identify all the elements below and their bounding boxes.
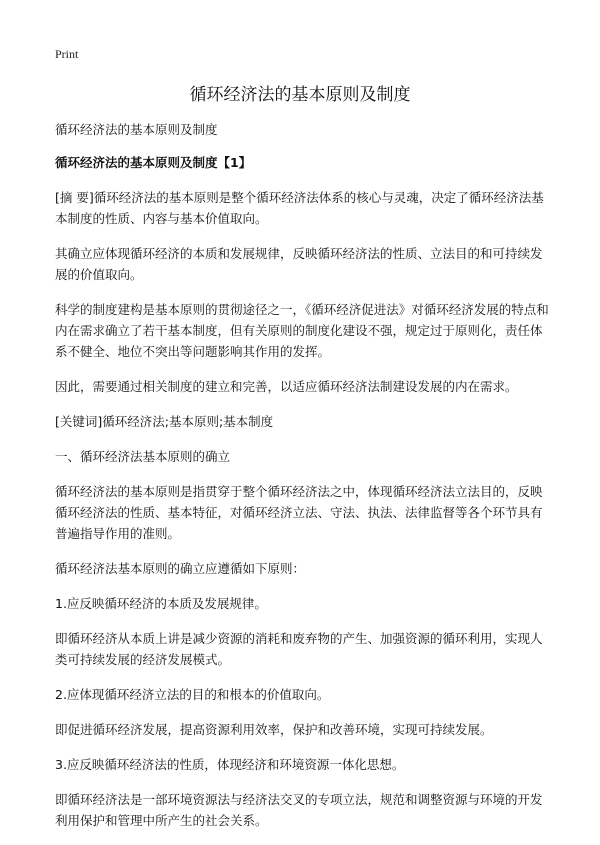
page-title: 循环经济法的基本原则及制度: [189, 85, 411, 105]
paragraph: 科学的制度建构是基本原则的贯彻途径之一，《循环经济促进法》对循环经济发展的特点和内在需求确立了若干基本制度，但有关原则的制度化建设不强，规定过于原则化，责任体系不健全、地位不突出等问题影响其作用的发挥。: [55, 302, 549, 359]
section-heading: 一、循环经济法基本原则的确立: [55, 449, 231, 464]
paragraph-abstract: [摘 要]循环经济法的基本原则是整个循环经济法体系的核心与灵魂，决定了循环经济法基本制度的性质、内容与基本价值取向。: [55, 190, 544, 226]
paragraph: 即循环经济法是一部环境资源法与经济法交叉的专项立法，规范和调整资源与环境的开发利用保护和管理中所产生的社会关系。: [55, 792, 543, 828]
paragraph: 循环经济法的基本原则是指贯穿于整个循环经济法之中，体现循环经济法立法目的，反映循环经济法的性质、基本特征，对循环经济立法、守法、执法、法律监督等各个环节具有普遍指导作用的准则。: [55, 484, 543, 541]
paragraph: 因此，需要通过相关制度的建立和完善，以适应循环经济法制建设发展的内在需求。: [55, 379, 518, 394]
list-item: 2.应体现循环经济立法的目的和根本的价值取向。: [55, 687, 330, 702]
list-item: 3.应反映循环经济法的性质，体现经济和环境资源一体化思想。: [55, 757, 405, 772]
list-item: 1.应反映循环经济的本质及发展规律。: [55, 596, 267, 611]
paragraph: 其确立应体现循环经济的本质和发展规律，反映循环经济法的性质、立法目的和可持续发展的价值取向。: [55, 246, 543, 282]
paragraph: 即促进循环经济发展，提高资源利用效率，保护和改善环境，实现可持续发展。: [55, 722, 493, 737]
print-link[interactable]: Print: [55, 47, 79, 61]
paragraph-keywords: [关键词]循环经济法;基本原则;基本制度: [55, 414, 274, 429]
paragraph: 循环经济法基本原则的确立应遵循如下原则：: [55, 561, 306, 576]
doc-subtitle: 循环经济法的基本原则及制度: [55, 122, 218, 137]
paragraph: 即循环经济从本质上讲是减少资源的消耗和废弃物的产生、加强资源的循环利用，实现人类可持续发展的经济发展模式。: [55, 631, 543, 667]
document-body: [55, 119, 549, 845]
doc-heading: 循环经济法的基本原则及制度【1】: [55, 155, 252, 170]
